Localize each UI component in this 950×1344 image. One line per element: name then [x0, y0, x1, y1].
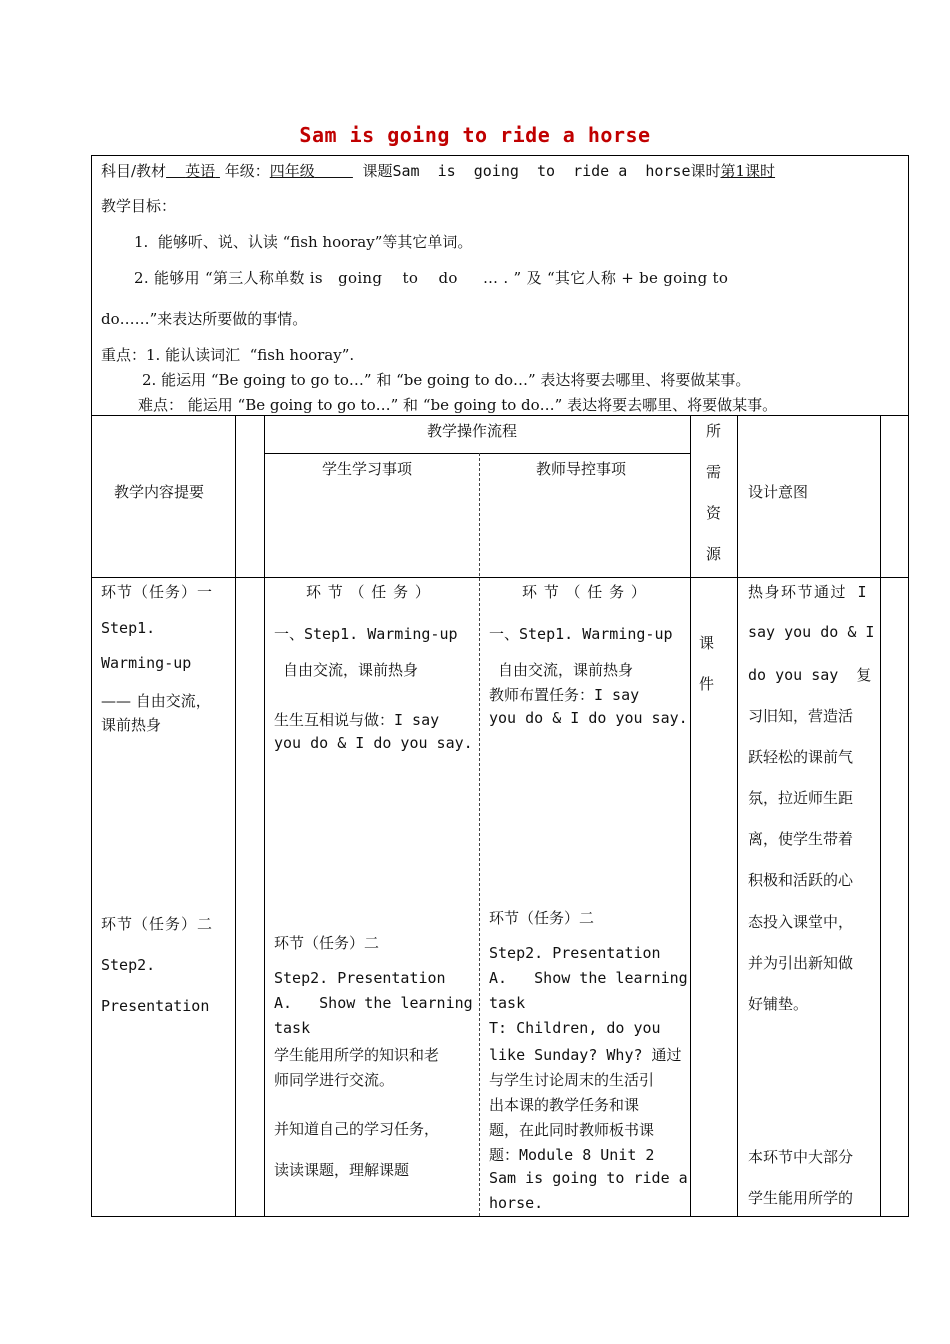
teacher-step1-title: 一、Step1. Warming-up: [489, 625, 673, 643]
period-label: 课时: [690, 162, 721, 180]
topic-label: 课题: [362, 162, 393, 180]
col-divider: [264, 415, 265, 1217]
resource-header-1: 所: [706, 422, 722, 440]
subject-value-text: 英语: [185, 162, 216, 180]
teacher-step2-text-7: Sam is going to ride a: [489, 1169, 688, 1187]
page-title: Sam is going to ride a horse: [299, 123, 651, 147]
design-line-11: 好铺垫。: [748, 995, 809, 1013]
teacher-step2-title: Step2. Presentation: [489, 944, 661, 962]
col-divider: [690, 415, 691, 1217]
step2-title: 环节（任务）二: [101, 915, 214, 933]
row-divider: [91, 415, 909, 416]
step2-label: Step2.: [101, 956, 156, 974]
resource-header-4: 源: [706, 545, 722, 563]
teacher-step1-text-2: you do & I do you say.: [489, 709, 688, 727]
difficult-point: 难点： 能运用 “Be going to go to…” 和 “be going to do…” 表达将要去哪里、将要做某事。: [138, 396, 778, 414]
teacher-step2-head: 环节（任务）二: [489, 909, 595, 927]
row-divider: [91, 577, 909, 578]
teacher-step2-text-2: like Sunday? Why? 通过: [489, 1046, 682, 1064]
teacher-step2-text-6: 题：Module 8 Unit 2: [489, 1146, 655, 1164]
period-value: 第1课时: [720, 162, 776, 180]
teacher-step2-text: T: Children, do you: [489, 1019, 661, 1037]
grade-value: [270, 162, 353, 180]
col-divider: [880, 415, 881, 1217]
design-line-4: 习旧知，营造活: [748, 707, 854, 725]
table-border-bottom: [91, 1216, 909, 1217]
flow-header: 教学操作流程: [427, 422, 518, 440]
resource-header-3: 资: [706, 504, 722, 522]
teacher-step2-task-2: task: [489, 994, 526, 1012]
student-step2-text: 学生能用所学的知识和老: [274, 1046, 440, 1064]
design-line-7: 离，使学生带着: [748, 830, 854, 848]
flow-sub-divider: [264, 453, 690, 454]
design-line-3: do you say 复: [748, 666, 872, 684]
student-step1-head: 环 节 （ 任 务 ）: [306, 583, 431, 601]
dashed-divider: [479, 453, 480, 1216]
key-point-2: 2. 能运用 “Be going to go to…” 和 “be going to do…” 表达将要去哪里、将要做某事。: [142, 371, 751, 389]
teacher-step1-head: 环 节 （ 任 务 ）: [522, 583, 647, 601]
grade-value-text: 四年级: [269, 162, 315, 180]
student-step2-title: Step2. Presentation: [274, 969, 446, 987]
design-header: 设计意图: [748, 483, 809, 501]
student-step2-task: A. Show the learning: [274, 994, 473, 1012]
design-line-2: say you do & I: [748, 623, 875, 641]
design-line-10: 并为引出新知做: [748, 954, 854, 972]
resource-value-2: 件: [699, 675, 715, 693]
subject-label: 科目/教材: [101, 162, 167, 180]
design-line-1: 热身环节通过 I: [748, 583, 869, 601]
table-border-top: [91, 155, 909, 156]
objective-2-line1: 2. 能够用 “第三人称单数 is going to do … . ” 及 “其它人称 + be going to: [134, 269, 729, 287]
design-line-8: 积极和活跃的心: [748, 871, 854, 889]
student-step1-sub: 自由交流，课前热身: [283, 661, 419, 679]
teacher-step2-text-4: 出本课的教学任务和课: [489, 1096, 640, 1114]
student-step1-title: 一、Step1. Warming-up: [274, 625, 458, 643]
teacher-step2-task: A. Show the learning: [489, 969, 688, 987]
resource-value-1: 课: [699, 634, 715, 652]
student-step2-task-2: task: [274, 1019, 311, 1037]
design-line-13: 学生能用所学的: [748, 1189, 854, 1207]
step2-name: Presentation: [101, 997, 210, 1015]
student-step2-text-3: 并知道自己的学习任务，: [274, 1120, 440, 1138]
teacher-step1-text: 教师布置任务：I say: [489, 686, 640, 704]
table-border-right: [908, 155, 909, 1217]
step1-desc: —— 自由交流，: [101, 692, 211, 710]
objective-1: 1. 能够听、说、认读 “fish hooray”等其它单词。: [134, 233, 473, 251]
design-line-9: 态投入课堂中，: [748, 913, 854, 931]
student-step1-text-2: you do & I do you say.: [274, 734, 473, 752]
step1-label: Step1.: [101, 619, 156, 637]
objective-2-line2: do……”来表达所要做的事情。: [101, 310, 308, 328]
step1-name: Warming-up: [101, 654, 192, 672]
teacher-header: 教师导控事项: [536, 460, 627, 478]
info-line: [101, 160, 775, 181]
design-line-5: 跃轻松的课前气: [748, 748, 854, 766]
student-step1-text: 生生互相说与做：I say: [274, 711, 440, 729]
design-line-12: 本环节中大部分: [748, 1148, 854, 1166]
subject-value: [166, 162, 220, 180]
topic-value: Sam is going to ride a horse: [392, 162, 691, 180]
col-divider: [737, 415, 738, 1217]
col-divider: [235, 415, 236, 1217]
step1-desc-2: 课前热身: [101, 716, 162, 734]
teacher-step2-text-3: 与学生讨论周末的生活引: [489, 1071, 655, 1089]
student-step2-text-2: 师同学进行交流。: [274, 1071, 395, 1089]
design-line-6: 氛，拉近师生距: [748, 789, 854, 807]
key-point-1: 重点：1. 能认读词汇 “fish hooray”.: [101, 346, 355, 364]
teacher-step2-text-8: horse.: [489, 1194, 544, 1212]
grade-label: 年级：: [224, 162, 270, 180]
step1-title: 环节（任务）一: [101, 583, 214, 601]
teacher-step1-sub: 自由交流，课前热身: [498, 661, 634, 679]
objectives-label: 教学目标：: [101, 197, 177, 215]
teacher-step2-text-5: 题，在此同时教师板书课: [489, 1121, 655, 1139]
resource-header-2: 需: [706, 463, 722, 481]
student-step2-text-4: 读读课题，理解课题: [274, 1161, 410, 1179]
student-step2-head: 环节（任务）二: [274, 934, 380, 952]
content-summary-header: 教学内容提要: [114, 483, 205, 501]
student-header: 学生学习事项: [322, 460, 413, 478]
table-border-left: [91, 155, 92, 1217]
